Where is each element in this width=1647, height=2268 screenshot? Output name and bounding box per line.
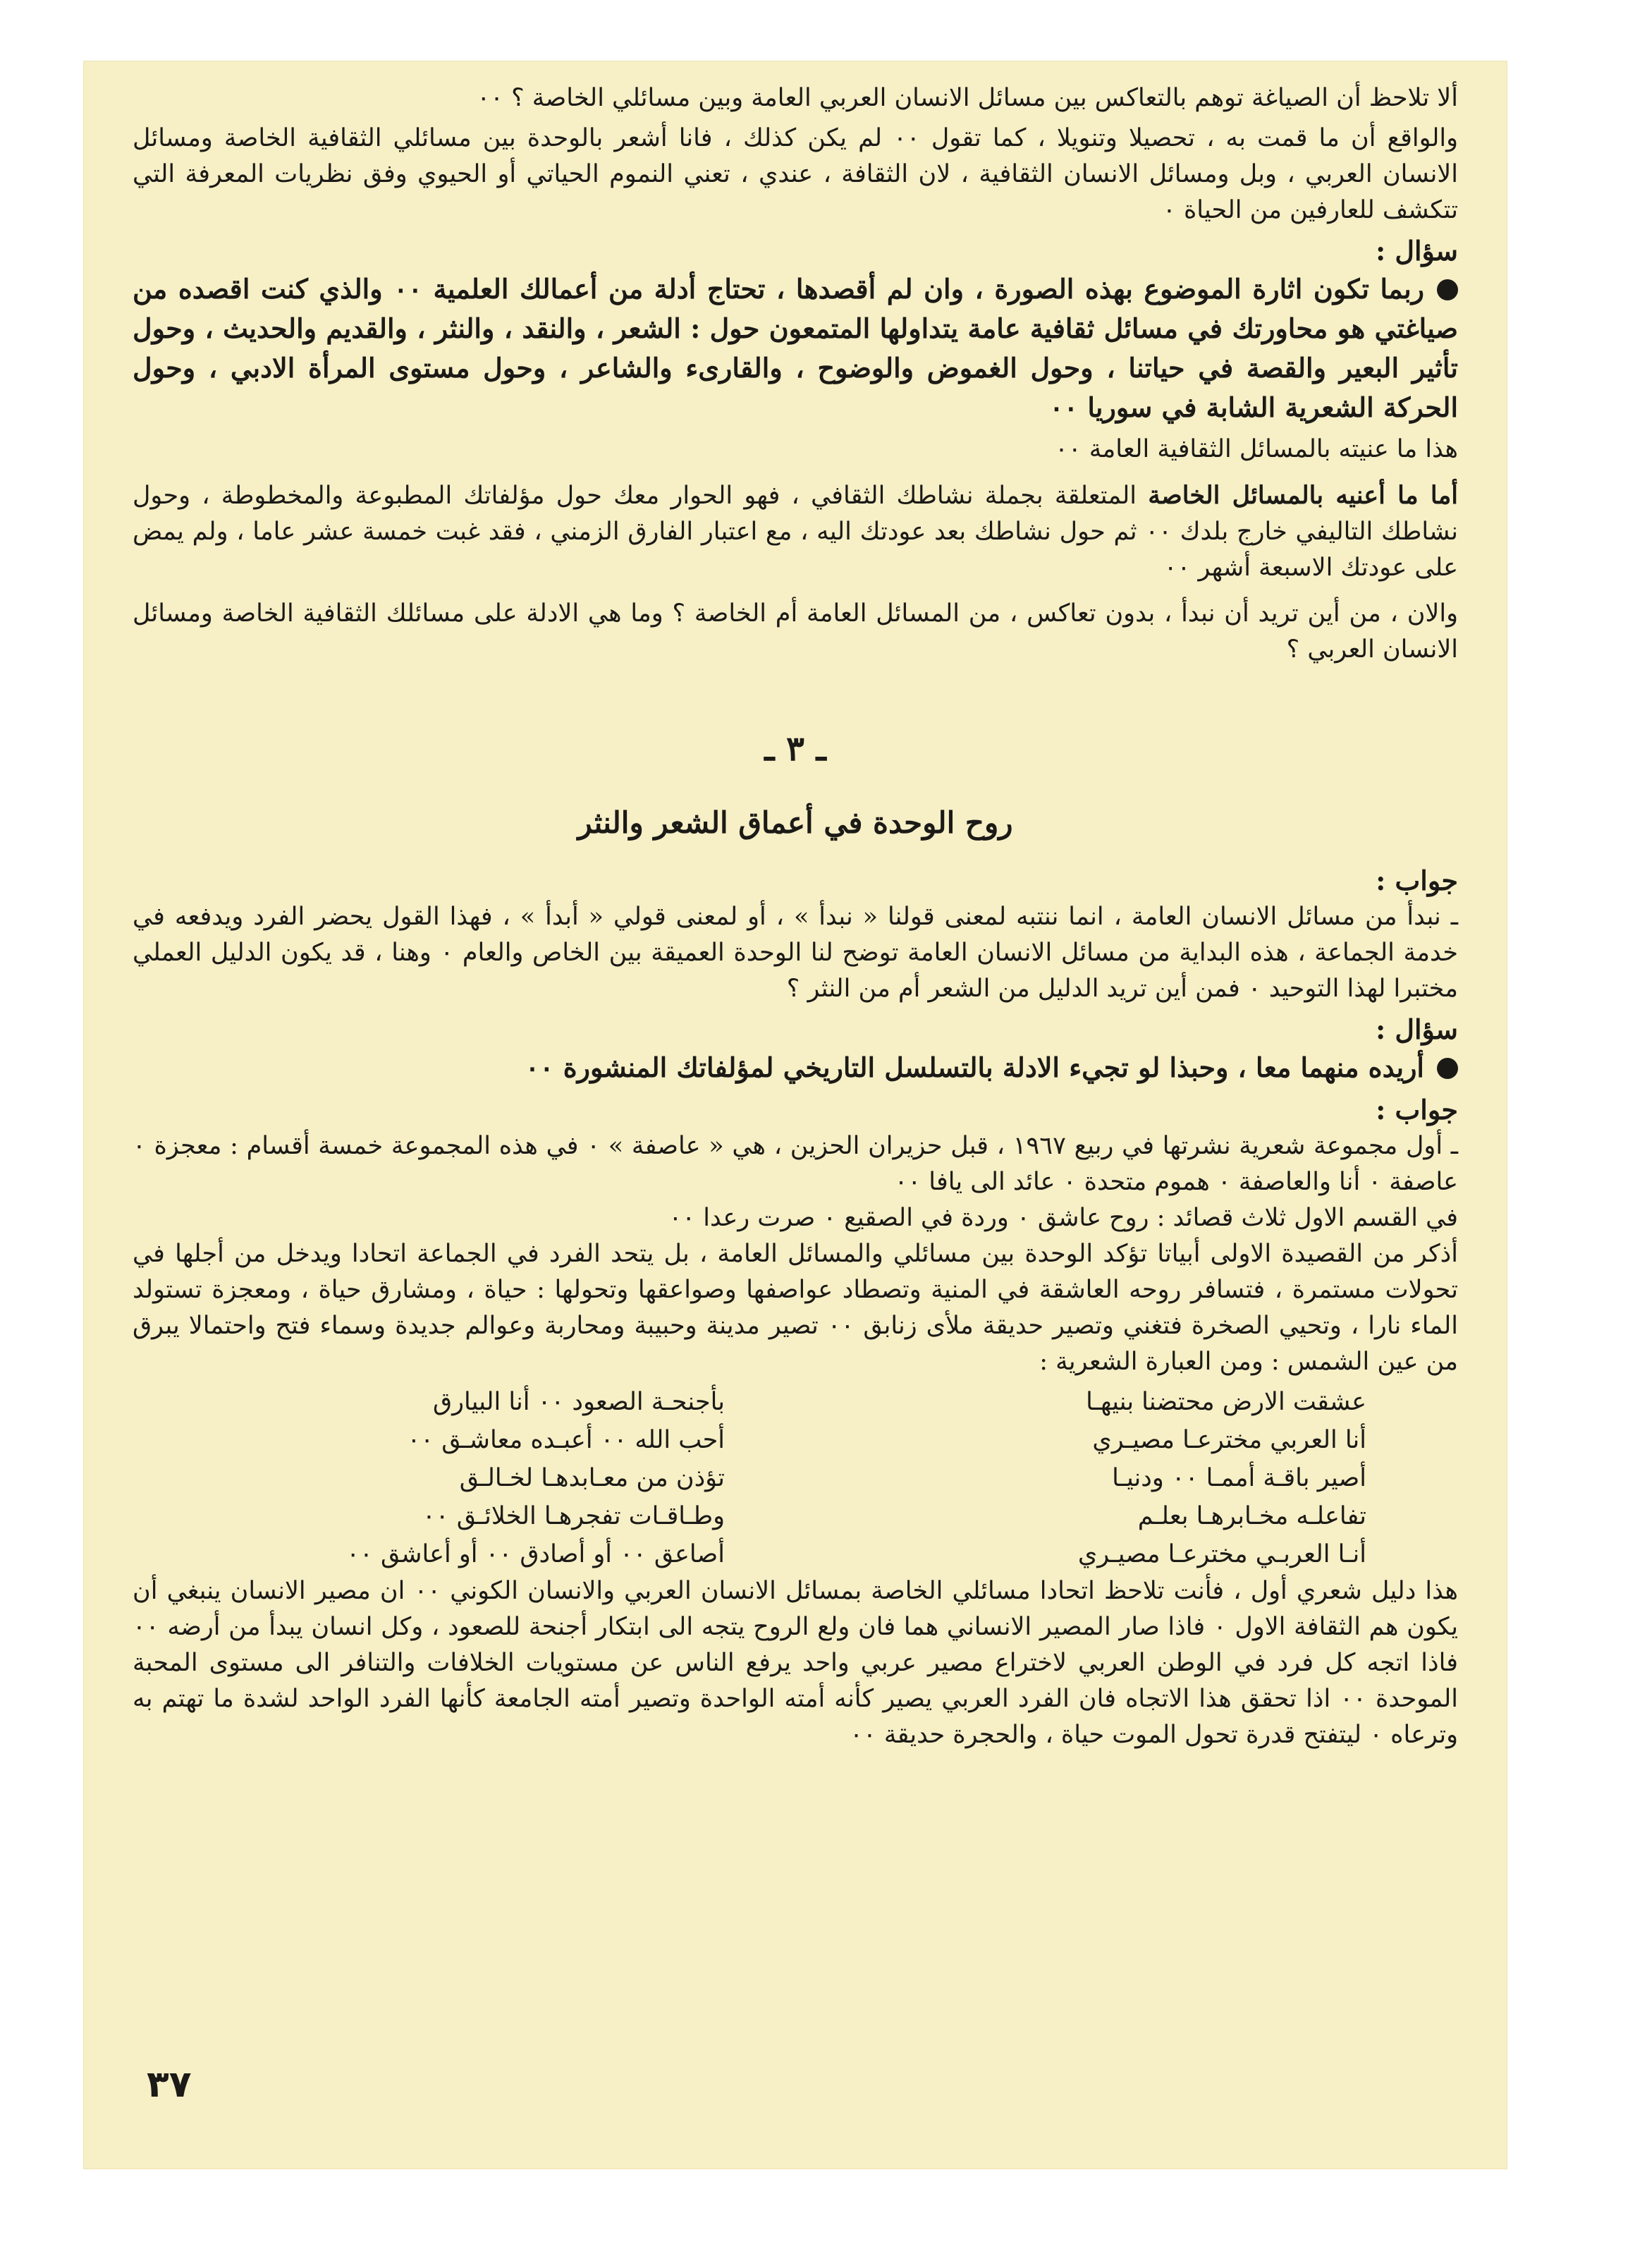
- question-text-2-body: أريده منهما معا ، وحبذا لو تجيء الادلة بالتسلسل التاريخي لمؤلفاتك المنشورة ٠٠: [525, 1051, 1424, 1083]
- answer-text-3: في القسم الاول ثلاث قصائد : روح عاشق ٠ وردة في الصقيع ٠ صرت رعدا ٠٠: [668, 1204, 1458, 1232]
- scanned-page: [83, 61, 1507, 2169]
- specific-issues-body: المتعلقة بجملة نشاطك الثقافي ، فهو الحوار معك حول مؤلفاتك المطبوعة والمخطوطة ، وحول نشاطك التاليفي خارج بلدك ٠٠ ثم حول نشاطك بعد عودتك اليه ، مع اعتبار الفارق الزمني ، فقد غبت خمسة عشر عاما ، ولم يمض على عودتك الاسبعة أشهر ٠٠: [133, 482, 1458, 582]
- verse-3-second-hemistich: تؤذن من معـابدهـا لخـالـق: [459, 1464, 725, 1492]
- verse-2-second-hemistich: أحب الله ٠٠ أعبـده معاشـق ٠٠: [407, 1426, 725, 1454]
- bullet-icon: [1437, 1058, 1458, 1079]
- specific-issues-lead: أما ما أعنيه بالمسائل الخاصة: [1148, 481, 1458, 510]
- answer-label-2: جواب :: [1376, 1094, 1458, 1126]
- paragraph-where-to-start: والان ، من أين تريد أن نبدأ ، بدون تعاكس ، من المسائل العامة أم الخاصة ؟ وما هي الادلة على مسائلك الثقافية الخاصة ومسائل الانسان العربي ؟: [133, 599, 1458, 664]
- verse-1-second-hemistich: بأجنحـة الصعود ٠٠ أنا البيارق: [433, 1388, 725, 1416]
- page-number: ٣٧: [147, 2063, 192, 2106]
- verse-4-first-hemistich: تفاعلـه مخـابرهـا بعلـم: [1137, 1502, 1366, 1530]
- paragraph-specific-issues: [133, 477, 1458, 586]
- verse-1-first-hemistich: عشقت الارض محتضنا بنيهـا: [1086, 1388, 1366, 1416]
- answer-text-4: أذكر من القصيدة الاولى أبياتا تؤكد الوحدة بين مسائلي والمسائل العامة ، بل يتحد الفرد في الجماعة اتحادا ويدخل من أجلها في تحولات مستمرة ، فتسافر روحه العاشقة في المنية وتصطاد عواصفها وصواعقها وتحولها : حياة ، ومشارق حياة ، ومعجزة تستولد الماء نارا ، وتحيي الصخرة فتغني وتصير حديقة ملأى زنابق ٠٠ تصير مدينة وحبيبة ومحاربة وعوالم جديدة وسماء فتح واحتمالا يبرق من عين الشمس : ومن العبارة الشعرية :: [133, 1240, 1458, 1376]
- answer-text-2: ـ أول مجموعة شعرية نشرتها في ربيع ١٩٦٧ ، قبل حزيران الحزين ، هي « عاصفة » ٠ في هذه المجموعة خمسة أقسام : معجزة ٠ عاصفة ٠ أنا والعاصفة ٠ هموم متحدة ٠ عائد الى يافا ٠٠: [133, 1132, 1458, 1196]
- question-label-2: سؤال :: [1376, 1013, 1458, 1045]
- verse-5-first-hemistich: أنـا العربـي مخترعـا مصيـري: [1077, 1540, 1366, 1568]
- section-number: ـ ٣ ـ: [764, 729, 826, 769]
- page-content: [133, 80, 1458, 1753]
- verse-2-first-hemistich: أنا العربي مخترعـا مصيـري: [1092, 1426, 1366, 1454]
- question-label-1: سؤال :: [1376, 235, 1458, 267]
- poem-verses: [133, 1383, 1458, 1573]
- verse-3-first-hemistich: أصير باقـة أممـا ٠٠ ودنيـا: [1112, 1464, 1366, 1492]
- answer-text-5: هذا دليل شعري أول ، فأنت تلاحظ اتحادا مسائلي الخاصة بمسائل الانسان العربي والانسان الكوني ٠٠ ان مصير الانسان ينبغي أن يكون هم الثقافة الاول ٠ فاذا صار المصير الانساني هما فان ولع الروح يتجه الى ابتكار أجنحة للصعود ، وكل انسان يبدأ من أرضه ٠٠ فاذا اتجه كل فرد في الوطن العربي لاختراع مصير عربي واحد يرفع الناس عن مستويات الخلافات والتنافر الى مستوى المحبة الموحدة ٠٠ اذا تحقق هذا الاتجاه فان الفرد العربي يصير كأنه أمته الواحدة وتصير أمته الجامعة كأنها الفرد الواحد لشدة ما تهتم به وترعاه ٠ ليتفتح قدرة تحول الموت حياة ، والحجرة حديقة ٠٠: [133, 1577, 1458, 1749]
- answer-text-1: ـ نبدأ من مسائل الانسان العامة ، انما ننتبه لمعنى قولنا « نبدأ » ، أو لمعنى قولي « أبدأ » ، فهذا القول يحضر الفرد ويدفعه في خدمة الجماعة ، هذه البداية من مسائل الانسان العامة توضح لنا الوحدة العميقة بين الخاص والعام ٠ وهنا ، قد يكون الدليل العملي مختبرا لهذا التوحيد ٠ فمن أين تريد الدليل من الشعر أم من النثر ؟: [133, 903, 1458, 1003]
- section-title: روح الوحدة في أعماق الشعر والنثر: [577, 805, 1013, 840]
- question-text-1-body: ربما تكون اثارة الموضوع بهذه الصورة ، وان لم أقصدها ، تحتاج أدلة من أعمالك العلمية ٠٠ والذي كنت اقصده من صياغتي هو محاورتك في مسائل ثقافية عامة يتداولها المتمعون حول : الشعر ، والنقد ، والنثر ، والقديم والحديث ، وحول تأثير البعير والقصة في حياتنا ، وحول الغموض والوضوح ، والقارىء والشاعر ، وحول مستوى المرأة الادبي ، وحول الحركة الشعرية الشابة في سوريا ٠٠: [133, 273, 1458, 423]
- verse-4-second-hemistich: وطـاقـات تفجرهـا الخلائـق ٠٠: [422, 1502, 725, 1530]
- question-text-2: [133, 1048, 1458, 1087]
- answer-label-1: جواب :: [1376, 865, 1458, 896]
- verse-5-second-hemistich: أصاعق ٠٠ أو أصادق ٠٠ أو أعاشق ٠٠: [346, 1540, 725, 1568]
- paragraph-unity-reply: والواقع أن ما قمت به ، تحصيلا وتنويلا ، كما تقول ٠٠ لم يكن كذلك ، فانا أشعر بالوحدة بين مسائلي الثقافية الخاصة ومسائل الانسان العربي ، وبل ومسائل الانسان الثقافية ، لان الثقافة ، عندي ، تعني النموم الحياتي أو الحيوي وفق نظريات المعرفة التي تتكشف للعارفين من الحياة ٠: [133, 124, 1458, 224]
- paragraph-opening-question: ألا تلاحظ أن الصياغة توهم بالتعاكس بين مسائل الانسان العربي العامة وبين مسائلي الخاصة ؟ ٠٠: [477, 84, 1458, 112]
- paragraph-general-issues: هذا ما عنيته بالمسائل الثقافية العامة ٠٠: [1055, 435, 1458, 463]
- question-text-1: [133, 269, 1458, 427]
- bullet-icon: [1437, 279, 1458, 300]
